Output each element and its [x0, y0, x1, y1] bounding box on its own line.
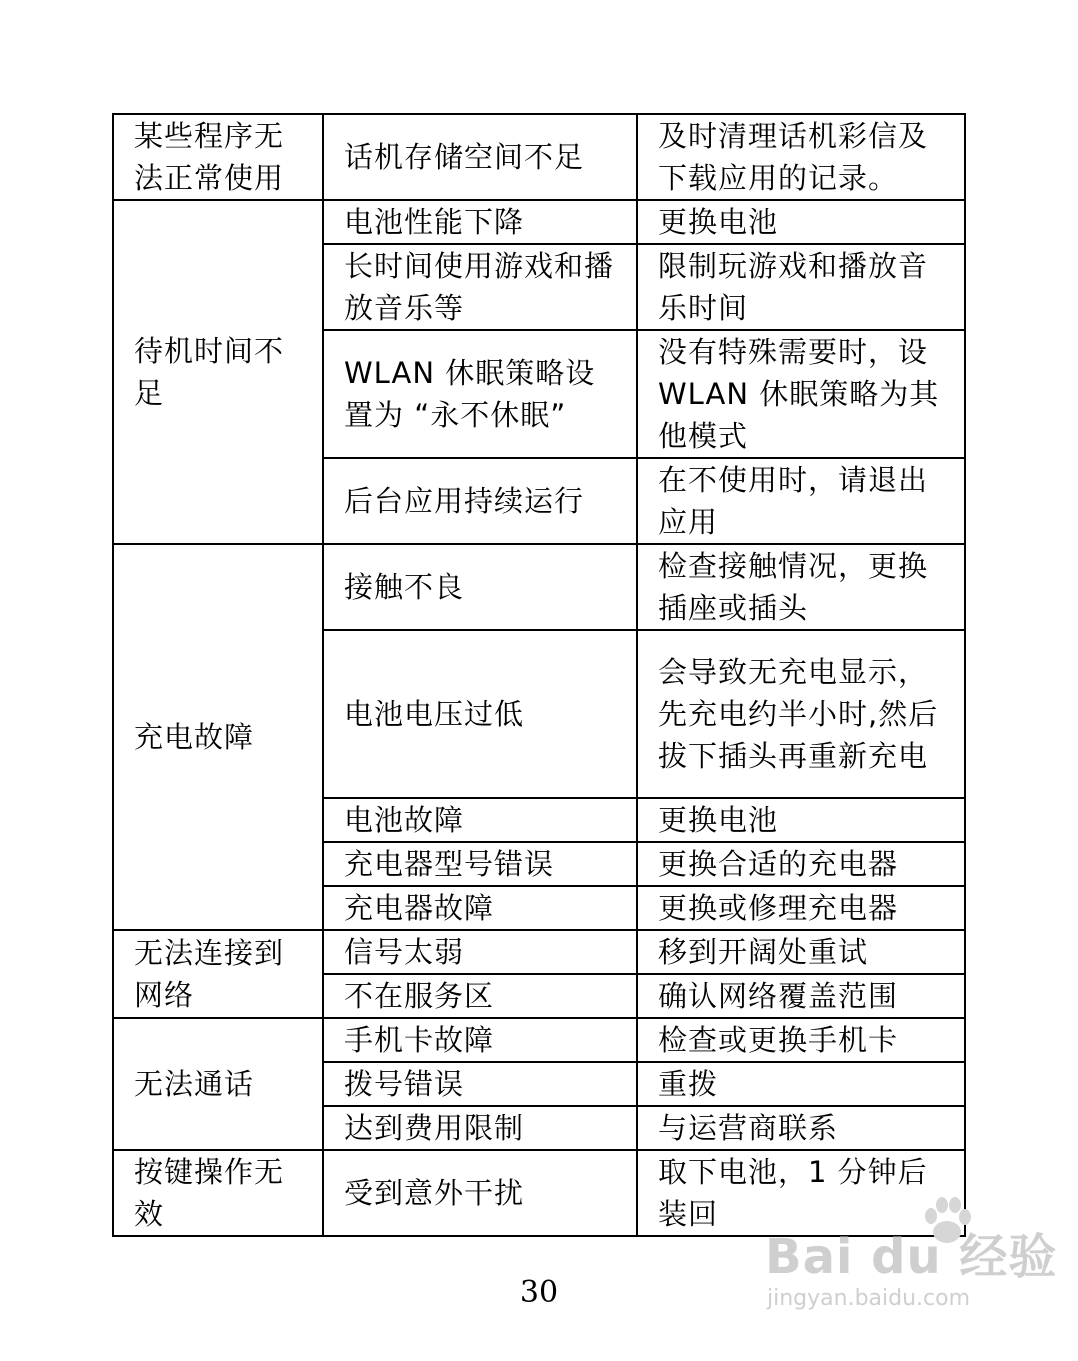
solution-cell: 检查或更换手机卡 [637, 1018, 965, 1062]
table-row [113, 200, 965, 244]
troubleshooting-table [112, 113, 966, 1237]
table-row [113, 1018, 965, 1062]
cause-cell: 手机卡故障 [323, 1018, 637, 1062]
solution-cell: 更换合适的充电器 [637, 842, 965, 886]
cause-cell: 长时间使用游戏和播放音乐等 [323, 244, 637, 330]
solution-cell: 确认网络覆盖范围 [637, 974, 965, 1018]
symptom-cell: 无法连接到网络 [113, 930, 323, 1018]
symptom-cell: 某些程序无法正常使用 [113, 114, 323, 200]
symptom-cell: 无法通话 [113, 1018, 323, 1150]
cause-cell: 达到费用限制 [323, 1106, 637, 1150]
watermark-logo-text: Bai du 经验 [765, 1229, 1058, 1285]
solution-cell: 移到开阔处重试 [637, 930, 965, 974]
cause-cell: 充电器型号错误 [323, 842, 637, 886]
symptom-cell: 按键操作无效 [113, 1150, 323, 1236]
symptom-cell: 待机时间不足 [113, 200, 323, 544]
cause-cell: 后台应用持续运行 [323, 458, 637, 544]
table-row [113, 544, 965, 630]
solution-cell: 会导致无充电显示，先充电约半小时,然后拔下插头再重新充电 [637, 630, 965, 798]
table-row [113, 114, 965, 200]
solution-cell: 检查接触情况，更换插座或插头 [637, 544, 965, 630]
solution-cell: 及时清理话机彩信及下载应用的记录。 [637, 114, 965, 200]
solution-cell: 取下电池，1 分钟后装回 [637, 1150, 965, 1236]
cause-cell: 电池电压过低 [323, 630, 637, 798]
symptom-cell: 充电故障 [113, 544, 323, 930]
cause-cell: 电池故障 [323, 798, 637, 842]
cause-cell: 信号太弱 [323, 930, 637, 974]
solution-cell: 没有特殊需要时，设 WLAN 休眠策略为其他模式 [637, 330, 965, 458]
cause-cell: WLAN 休眠策略设置为 “永不休眠” [323, 330, 637, 458]
cause-cell: 话机存储空间不足 [323, 114, 637, 200]
solution-cell: 与运营商联系 [637, 1106, 965, 1150]
page-number: 30 [519, 1275, 559, 1310]
solution-cell: 限制玩游戏和播放音乐时间 [637, 244, 965, 330]
cause-cell: 充电器故障 [323, 886, 637, 930]
cause-cell: 受到意外干扰 [323, 1150, 637, 1236]
solution-cell: 更换电池 [637, 200, 965, 244]
solution-cell: 更换电池 [637, 798, 965, 842]
cause-cell: 不在服务区 [323, 974, 637, 1018]
cause-cell: 接触不良 [323, 544, 637, 630]
baidu-jingyan-watermark [745, 1190, 1065, 1330]
solution-cell: 重拨 [637, 1062, 965, 1106]
cause-cell: 电池性能下降 [323, 200, 637, 244]
solution-cell: 在不使用时，请退出应用 [637, 458, 965, 544]
cause-cell: 拨号错误 [323, 1062, 637, 1106]
solution-cell: 更换或修理充电器 [637, 886, 965, 930]
watermark-site-text: jingyan.baidu.com [767, 1286, 971, 1311]
table-row [113, 930, 965, 974]
